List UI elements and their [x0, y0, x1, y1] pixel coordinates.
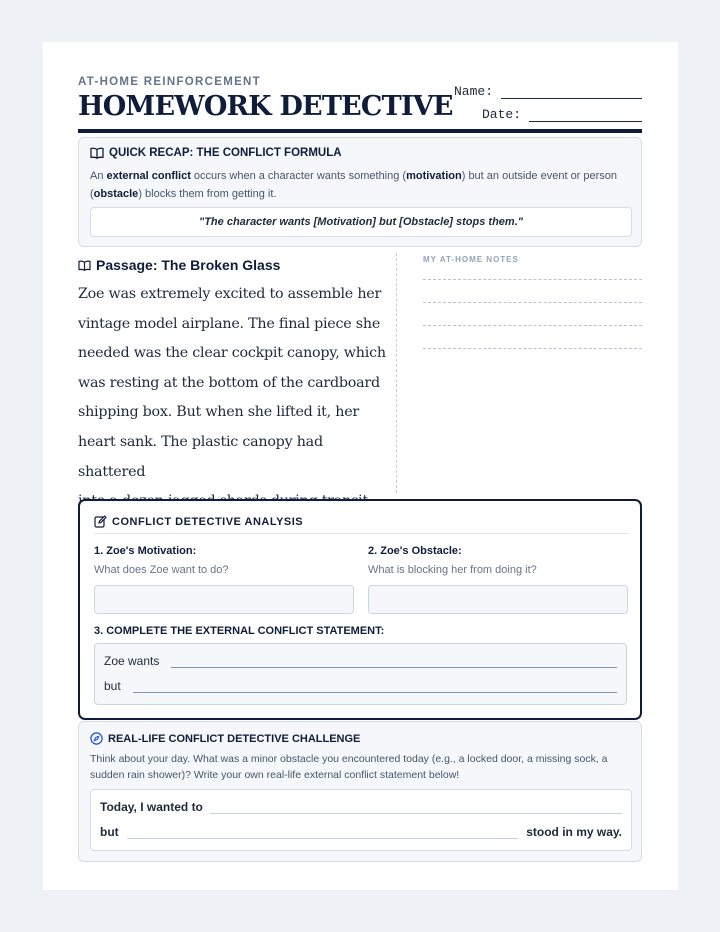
note-line[interactable]	[423, 348, 642, 349]
but-label: but	[104, 679, 121, 693]
passage-line: Zoe was extremely excited to assemble her	[78, 286, 382, 302]
worksheet-page	[43, 42, 678, 890]
challenge-row-but	[100, 825, 622, 839]
obstacle-label: 2. Zoe's Obstacle:	[368, 545, 462, 557]
passage-line: vintage model airplane. The final piece she	[78, 315, 381, 332]
challenge-text: Think about your day. What was a minor obstacle you encountered today (e.g., a locked door, a missing sock, a sudden rain shower)? Write your own real-life external conflict statement below!	[90, 753, 608, 781]
motivation-answer-field[interactable]	[94, 585, 354, 614]
recap-heading-text: QUICK RECAP: THE CONFLICT FORMULA	[109, 147, 342, 159]
passage-heading	[78, 257, 280, 273]
recap-text: An external conflict occurs when a character wants something (motivation) but an outside event or person (obstacle) blocks them from getting it.	[90, 170, 618, 200]
motivation-hint: What does Zoe want to do?	[94, 564, 229, 576]
challenge-but-label: but	[100, 825, 119, 839]
analysis-heading-text: CONFLICT DETECTIVE ANALYSIS	[112, 515, 304, 528]
challenge-answer-box	[90, 789, 632, 851]
date-label: Date:	[481, 107, 521, 122]
passage-line: was resting at the bottom of the cardboard	[78, 374, 380, 391]
passage-line: heart sank. The plastic canopy had shattered	[78, 433, 323, 480]
note-line[interactable]	[423, 325, 642, 326]
analysis-box	[78, 499, 642, 720]
challenge-row-wanted	[100, 800, 622, 814]
but-answer-line[interactable]	[133, 682, 617, 693]
passage-title: Passage: The Broken Glass	[96, 257, 281, 273]
wants-label: Zoe wants	[104, 654, 160, 668]
note-line[interactable]	[423, 279, 642, 280]
date-line[interactable]	[529, 109, 642, 122]
passage-text	[78, 280, 390, 517]
recap-box	[78, 137, 642, 247]
wanted-label: Today, I wanted to	[100, 800, 203, 814]
wants-answer-line[interactable]	[171, 657, 617, 668]
term-obstacle: obstacle	[93, 188, 139, 200]
formula-box: "The character wants [Motivation] but [Obstacle] stops them."	[90, 207, 632, 237]
compass-icon	[90, 732, 103, 745]
kicker-label: AT-HOME REINFORCEMENT	[78, 76, 261, 88]
term-motivation: motivation	[406, 170, 462, 182]
motivation-label: 1. Zoe's Motivation:	[94, 545, 197, 557]
name-label: Name:	[453, 84, 493, 99]
passage-line: needed was the clear cockpit canopy, which	[78, 345, 386, 362]
passage-line: shipping box. But when she lifted it, her	[78, 404, 360, 421]
page-title: HOMEWORK DETECTIVE	[78, 91, 453, 122]
statement-label: 3. COMPLETE THE EXTERNAL CONFLICT STATEMENT:	[94, 625, 385, 637]
term-external-conflict: external conflict	[106, 170, 191, 182]
challenge-heading-text: REAL-LIFE CONFLICT DETECTIVE CHALLENGE	[108, 732, 361, 745]
statement-row-wants	[104, 654, 617, 668]
book-open-icon	[78, 260, 91, 271]
note-line[interactable]	[423, 302, 642, 303]
obstacle-hint: What is blocking her from doing it?	[368, 564, 537, 576]
statement-box	[94, 643, 627, 705]
challenge-box	[78, 721, 642, 862]
recap-heading	[90, 147, 342, 159]
analysis-divider	[94, 533, 629, 534]
wanted-answer-line[interactable]	[210, 803, 622, 814]
header-rule	[78, 129, 642, 133]
challenge-obstacle-line[interactable]	[127, 828, 519, 839]
edit-icon	[94, 515, 107, 528]
column-divider	[396, 253, 397, 493]
challenge-heading	[90, 732, 360, 745]
analysis-heading	[94, 515, 303, 528]
name-field[interactable]	[454, 84, 642, 99]
statement-row-but	[104, 679, 617, 693]
name-line[interactable]	[501, 86, 642, 99]
notes-heading: MY AT-HOME NOTES	[423, 255, 519, 264]
book-open-icon	[90, 147, 104, 159]
challenge-end-label: stood in my way.	[526, 825, 622, 839]
obstacle-answer-field[interactable]	[368, 585, 628, 614]
date-field[interactable]	[482, 107, 642, 122]
